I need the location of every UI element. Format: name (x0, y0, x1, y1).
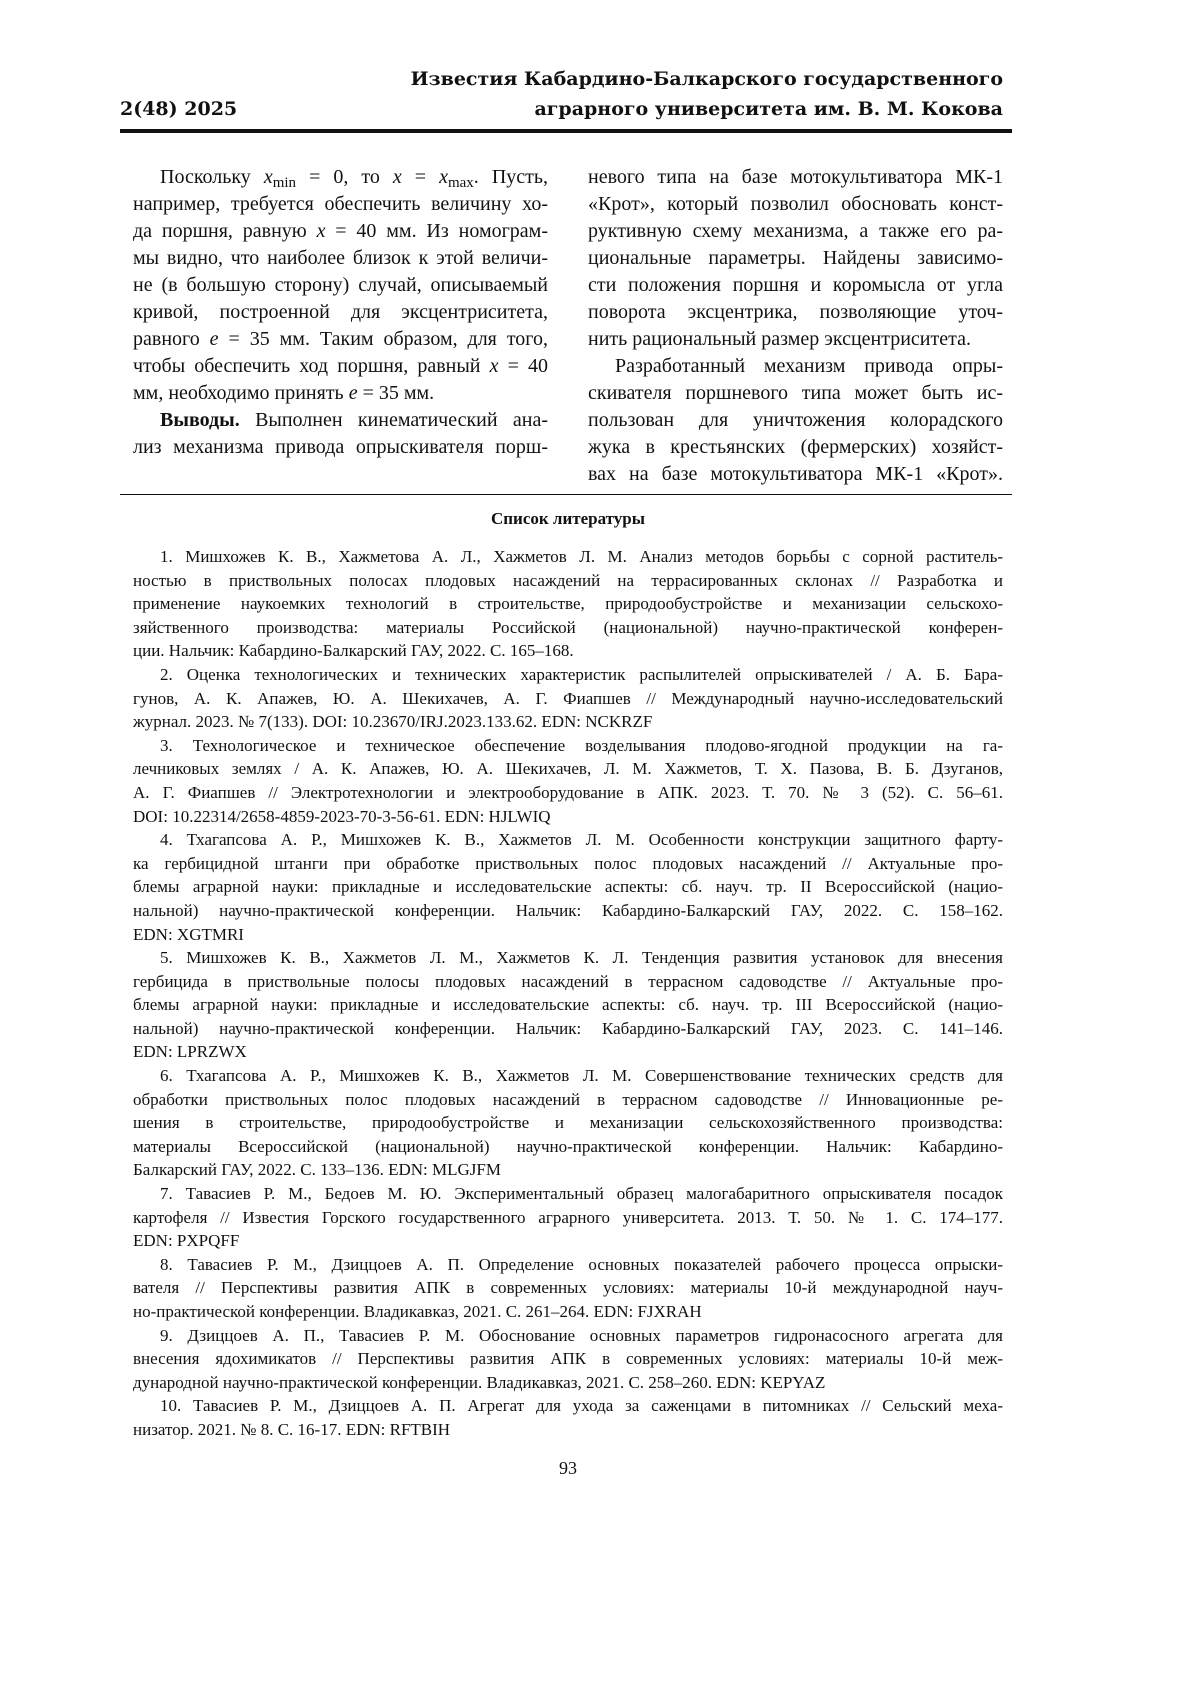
reference-line: гербицида в приствольные полосы плодовых насаждений в террасном садоводстве // Актуальные про- (133, 970, 1003, 994)
text-line: поворота эксцентрика, позволяющие уточ- (588, 299, 1003, 326)
reference-line: 9. Дзиццоев А. П., Тавасиев Р. М. Обоснование основных параметров гидронасосного агрегата для (133, 1324, 1003, 1348)
reference-line: материалы Всероссийской (национальной) научно-практической конференции. Нальчик: Кабардино- (133, 1135, 1003, 1159)
reference-item (133, 1182, 1003, 1253)
left-text-column (133, 164, 548, 461)
reference-line: блемы аграрной науки: прикладные и исследовательские аспекты: сб. науч. тр. II Всероссийской (нацио- (133, 875, 1003, 899)
reference-line: внесения ядохимикатов // Перспективы развития АПК в современных условиях: материалы 10-й меж- (133, 1347, 1003, 1371)
text-line: Поскольку xmin = 0, то x = xmax. Пусть, (133, 164, 548, 191)
reference-item (133, 663, 1003, 734)
section-divider (120, 494, 1012, 495)
reference-line: вателя // Перспективы развития АПК в современных условиях: материалы 10-й международной науч- (133, 1276, 1003, 1300)
text-line: жука в крестьянских (фермерских) хозяйст- (588, 434, 1003, 461)
reference-line: картофеля // Известия Горского государственного аграрного университета. 2013. Т. 50. № 1. С. 174–177. (133, 1206, 1003, 1230)
text-line: кривой, построенной для эксцентриситета, (133, 299, 548, 326)
text-line: нить рациональный размер эксцентриситета. (588, 326, 1003, 353)
text-line: сти положения поршня и коромысла от угла (588, 272, 1003, 299)
reference-line: низатор. 2021. № 8. С. 16-17. EDN: RFTBIH (133, 1418, 1003, 1442)
reference-line: 3. Технологическое и техническое обеспечение возделывания плодово-ягодной продукции на га- (133, 734, 1003, 758)
reference-item (133, 734, 1003, 828)
reference-item (133, 828, 1003, 946)
reference-line: 8. Тавасиев Р. М., Дзиццоев А. П. Определение основных показателей рабочего процесса опрыски- (133, 1253, 1003, 1277)
reference-line: дународной научно-практической конференции. Владикавказ, 2021. С. 258–260. EDN: KEPYAZ (133, 1371, 1003, 1395)
text-line: невого типа на базе мотокультиватора МК-1 (588, 164, 1003, 191)
journal-title-line1: Известия Кабардино-Балкарского государственного (411, 68, 1003, 90)
reference-item (133, 1064, 1003, 1182)
text-line: Выводы. Выполнен кинематический ана- (133, 407, 548, 434)
reference-item (133, 1253, 1003, 1324)
reference-line: ностью в приствольных полосах плодовых насаждений на террасированных склонах // Разработка и (133, 569, 1003, 593)
reference-line: журнал. 2023. № 7(133). DOI: 10.23670/IRJ.2023.133.62. EDN: NCKRZF (133, 710, 1003, 734)
reference-line: Балкарский ГАУ, 2022. С. 133–136. EDN: MLGJFM (133, 1158, 1003, 1182)
text-line: Разработанный механизм привода опры- (588, 353, 1003, 380)
reference-line: нальной) научно-практической конференции. Нальчик: Кабардино-Балкарский ГАУ, 2022. С. 158–162. (133, 899, 1003, 923)
reference-line: нальной) научно-практической конференции. Нальчик: Кабардино-Балкарский ГАУ, 2023. С. 141–146. (133, 1017, 1003, 1041)
text-line: пользован для уничтожения колорадского (588, 407, 1003, 434)
reference-line: А. Г. Фиапшев // Электротехнологии и электрооборудование в АПК. 2023. Т. 70. № 3 (52). С. 56–61. (133, 781, 1003, 805)
reference-line: DOI: 10.22314/2658-4859-2023-70-3-56-61. EDN: HJLWIQ (133, 805, 1003, 829)
journal-title-line2: аграрного университета им. В. М. Кокова (534, 98, 1003, 120)
references-heading: Список литературы (133, 508, 1003, 530)
reference-item (133, 946, 1003, 1064)
text-line: мм, необходимо принять e = 35 мм. (133, 380, 548, 407)
reference-line: 5. Мишхожев К. В., Хажметов Л. М., Хажметов К. Л. Тенденция развития установок для внесения (133, 946, 1003, 970)
reference-line: 6. Тхагапсова А. Р., Мишхожев К. В., Хажметов Л. М. Совершенствование технических средств для (133, 1064, 1003, 1088)
text-line: «Крот», который позволил обосновать конст- (588, 191, 1003, 218)
reference-line: но-практической конференции. Владикавказ, 2021. С. 261–264. EDN: FJXRAH (133, 1300, 1003, 1324)
text-line: не (в большую сторону) случай, описываемый (133, 272, 548, 299)
text-line: руктивную схему механизма, а также его ра- (588, 218, 1003, 245)
text-line: мы видно, что наиболее близок к этой величи- (133, 245, 548, 272)
text-line: лиз механизма привода опрыскивателя порш- (133, 434, 548, 461)
reference-line: шения в строительстве, природообустройстве и механизации сельскохозяйственного производства: (133, 1111, 1003, 1135)
text-line: чтобы обеспечить ход поршня, равный x = 40 (133, 353, 548, 380)
text-line: например, требуется обеспечить величину хо- (133, 191, 548, 218)
reference-line: 2. Оценка технологических и технических характеристик распылителей опрыскивателей / А. Б. Бара- (133, 663, 1003, 687)
text-line: скивателя поршневого типа может быть ис- (588, 380, 1003, 407)
reference-line: зяйственного производства: материалы Российской (национальной) научно-практической конферен- (133, 616, 1003, 640)
text-line: циональные параметры. Найдены зависимо- (588, 245, 1003, 272)
reference-line: гунов, А. К. Апажев, Ю. А. Шекихачев, А. Г. Фиапшев // Международный научно-исследовательский (133, 687, 1003, 711)
reference-line: 10. Тавасиев Р. М., Дзиццоев А. П. Агрегат для ухода за саженцами в питомниках // Сельский меха- (133, 1394, 1003, 1418)
text-line: вах на базе мотокультиватора МК-1 «Крот». (588, 461, 1003, 488)
reference-item (133, 1324, 1003, 1395)
text-line: да поршня, равную x = 40 мм. Из номограм- (133, 218, 548, 245)
reference-item (133, 545, 1003, 663)
reference-line: применение наукоемких технологий в строительстве, природообустройстве и механизации сельскохо- (133, 592, 1003, 616)
reference-line: 7. Тавасиев Р. М., Бедоев М. Ю. Экспериментальный образец малогабаритного опрыскивателя посадок (133, 1182, 1003, 1206)
reference-line: 1. Мишхожев К. В., Хажметова А. Л., Хажметов Л. М. Анализ методов борьбы с сорной раститель- (133, 545, 1003, 569)
reference-line: блемы аграрной науки: прикладные и исследовательские аспекты: сб. науч. тр. III Всероссийской (нацио- (133, 993, 1003, 1017)
reference-line: ка гербицидной штанги при обработке приствольных полос плодовых насаждений // Актуальные про- (133, 852, 1003, 876)
reference-item (133, 1394, 1003, 1441)
right-text-column (588, 164, 1003, 488)
reference-line: EDN: PXPQFF (133, 1229, 1003, 1253)
reference-line: EDN: LPRZWX (133, 1040, 1003, 1064)
reference-line: 4. Тхагапсова А. Р., Мишхожев К. В., Хажметов Л. М. Особенности конструкции защитного фарту- (133, 828, 1003, 852)
reference-line: обработки приствольных полос плодовых насаждений в террасном садоводстве // Инновационные ре- (133, 1088, 1003, 1112)
reference-line: лечниковых землях / А. К. Апажев, Ю. А. Шекихачев, Л. М. Хажметов, Т. Х. Пазова, В. Б. Дзуганов, (133, 757, 1003, 781)
reference-line: ции. Нальчик: Кабардино-Балкарский ГАУ, 2022. С. 165–168. (133, 639, 1003, 663)
reference-line: EDN: XGTMRI (133, 923, 1003, 947)
header-divider (120, 129, 1012, 133)
page-number: 93 (0, 1457, 1136, 1479)
text-line: равного e = 35 мм. Таким образом, для того, (133, 326, 548, 353)
references-list (133, 545, 1003, 1442)
issue-number: 2(48) 2025 (120, 98, 237, 120)
